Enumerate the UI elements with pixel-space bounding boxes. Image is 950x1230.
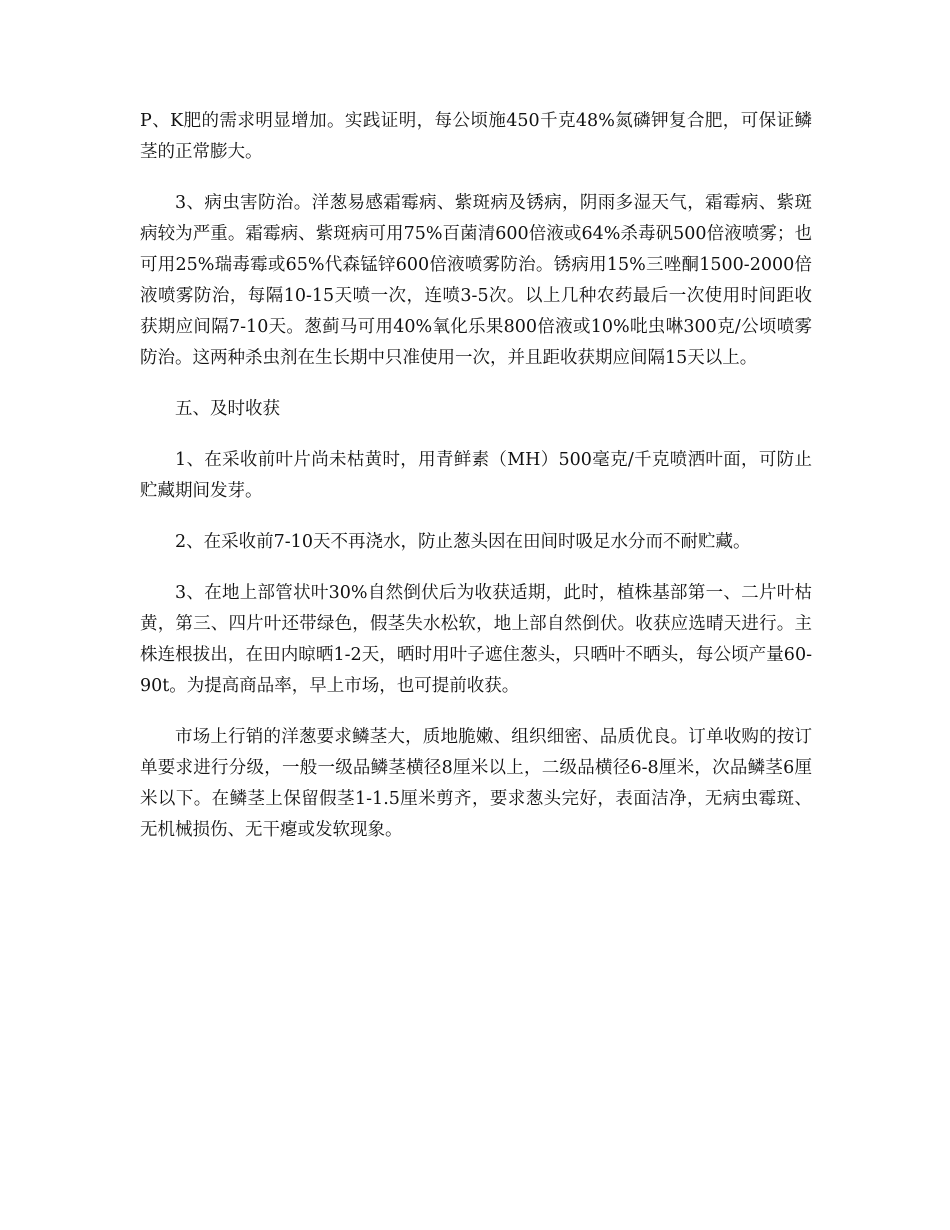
paragraph-pest-control: 3、病虫害防治。洋葱易感霜霉病、紫斑病及锈病，阴雨多湿天气，霜霉病、紫斑病较为严重。霜霉病、紫斑病可用75%百菌清600倍液或64%杀毒矾500倍液喷雾；也可用25%瑞毒霉或65%代森锰锌600倍液喷雾防治。锈病用15%三唑酮1500-2000倍液喷雾防治，每隔10-15天喷一次，连喷3-5次。以上几种农药最后一次使用时间距收获期应间隔7-10天。葱蓟马可用40%氧化乐果800倍液或10%吡虫啉300克/公顷喷雾防治。这两种杀虫剂在生长期中只准使用一次，并且距收获期应间隔15天以上。: [140, 193, 812, 368]
paragraph-harvest-step-1: 1、在采收前叶片尚未枯黄时，用青鲜素（MH）500毫克/千克喷洒叶面，可防止贮藏期间发芽。: [140, 450, 812, 501]
section-heading-harvest: 五、及时收获: [175, 399, 280, 419]
paragraph-harvest-step-2: 2、在采收前7-10天不再浇水，防止葱头因在田间时吸足水分而不耐贮藏。: [175, 532, 751, 552]
document-body: [140, 106, 812, 866]
paragraph-fertilizer: P、K肥的需求明显增加。实践证明，每公顷施450千克48%氮磷钾复合肥，可保证鳞茎的正常膨大。: [140, 111, 812, 162]
paragraph-harvest-step-3: 3、在地上部管状叶30%自然倒伏后为收获适期，此时，植株基部第一、二片叶枯黄，第三、四片叶还带绿色，假茎失水松软，地上部自然倒伏。收获应选晴天进行。主株连根拔出，在田内晾晒1-2天，晒时用叶子遮住葱头，只晒叶不晒头，每公顷产量60-90t。为提高商品率，早上市场，也可提前收获。: [140, 583, 812, 696]
paragraph-market-grading: 市场上行销的洋葱要求鳞茎大，质地脆嫩、组织细密、品质优良。订单收购的按订单要求进行分级，一般一级品鳞茎横径8厘米以上，二级品横径6-8厘米，次品鳞茎6厘米以下。在鳞茎上保留假茎1-1.5厘米剪齐，要求葱头完好，表面洁净，无病虫霉斑、无机械损伤、无干瘪或发软现象。: [140, 727, 812, 840]
